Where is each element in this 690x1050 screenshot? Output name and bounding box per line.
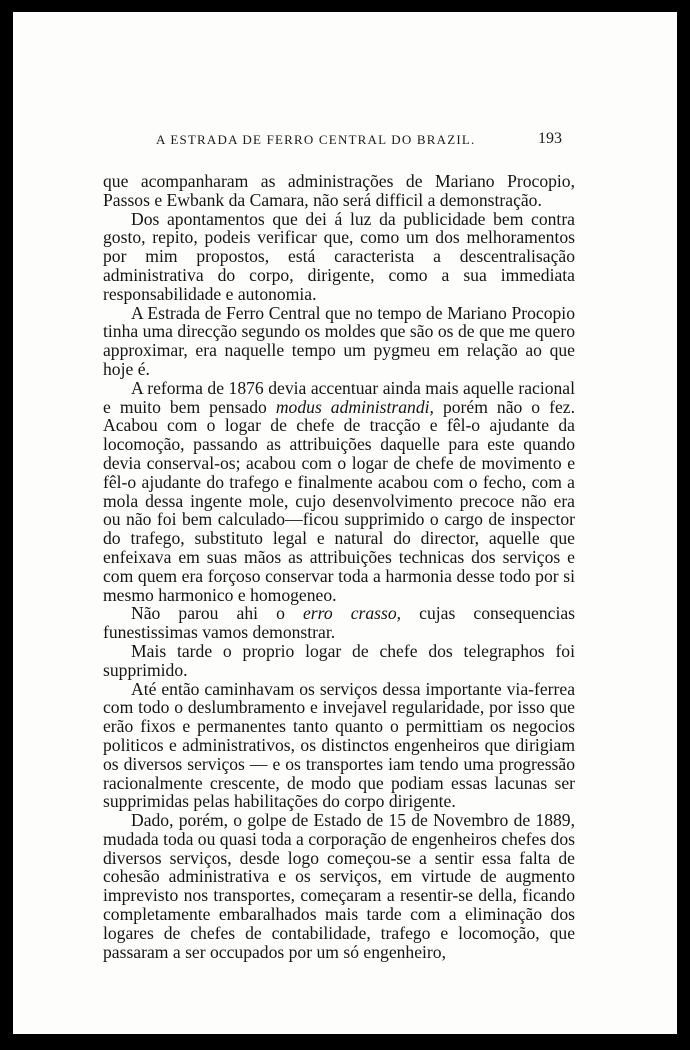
paragraph-text: porém não o fez. Acabou com o logar de chefe de tracção e fêl-o ajudante da locomoção, passando as attribuições daquelle para este quando devia conserval-os; acabou com o logar de chefe de movimento e fêl-o ajudante do trafego e finalmente acabou com o fecho, com a mola dessa ingente mole, cujo desenvolvimento precoce não era ou não foi bem calculado—ficou supprimido o cargo de inspector do trafego, substituto legal e natural do director, aquelle que enfeixava em suas mãos as attribuições technicas dos serviços e com quem era forçoso conservar toda a harmonia desse todo por si mesmo harmonico e homogeneo. [103,396,575,605]
paragraph: A Estrada de Ferro Central que no tempo de Mariano Procopio tinha uma direcção segundo os moldes que são os de que me quero approximar, era naquelle tempo um pygmeu em relação ao que hoje é. [103,302,575,379]
paragraph: Dado, porém, o golpe de Estado de 15 de Novembro de 1889, mudada toda ou quasi toda a corporação de engenheiros chefes dos diversos serviços, desde logo começou-se a sentir essa falta de cohesão administrativa e os serviços, em virtude de augmento imprevisto nos transportes, começaram a resentir-se della, ficando completamente embaralhados mais tarde com a eliminação dos logares de chefes de contabilidade, trafego e locomoção, que passaram a ser occupados por um só engenheiro, [103,810,575,962]
paragraph: Até então caminhavam os serviços dessa importante via-ferrea com todo o deslumbramento e invejavel regularidade, por isso que erão fixos e permanentes tanto quanto o permittiam os negocios politicos e administrativos, os distinctos engenheiros que dirigiam os diversos serviços — e os transportes iam tendo uma progressão racionalmente crescente, de modo que podiam essas lacunas ser supprimidas pelas habilitações do corpo dirigente. [103,678,575,812]
paragraph-text: cujas consequencias funestissimas vamos demonstrar. [103,603,576,643]
italic-phrase: erro crasso, [303,603,402,624]
paragraph-text: A reforma de 1876 devia accentuar ainda mais aquelle racional e muito bem pensado [103,377,575,417]
paragraph: Dos apontamentos que dei á luz da publicidade bem contra gosto, repito, podeis verificar que, como um dos melhoramentos por mim propostos, está caracterista a descentralisação administrativa do corpo, dirigente, como a sua immediata responsabilidade e autonomia. [103,208,575,304]
page-body [103,172,575,961]
paragraph [103,379,575,605]
latin-phrase: modus administrandi, [275,396,434,417]
running-header: A ESTRADA DE FERRO CENTRAL DO BRAZIL. [156,132,476,147]
paragraph-text: Não parou ahi o [131,603,303,624]
page-number: 193 [538,130,562,147]
paragraph: Mais tarde o proprio logar de chefe dos telegraphos foi supprimido. [103,640,575,680]
paragraph [103,604,575,642]
paragraph: que acompanharam as administrações de Mariano Procopio, Passos e Ewbank da Camara, não será difficil a demonstração. [103,171,575,210]
